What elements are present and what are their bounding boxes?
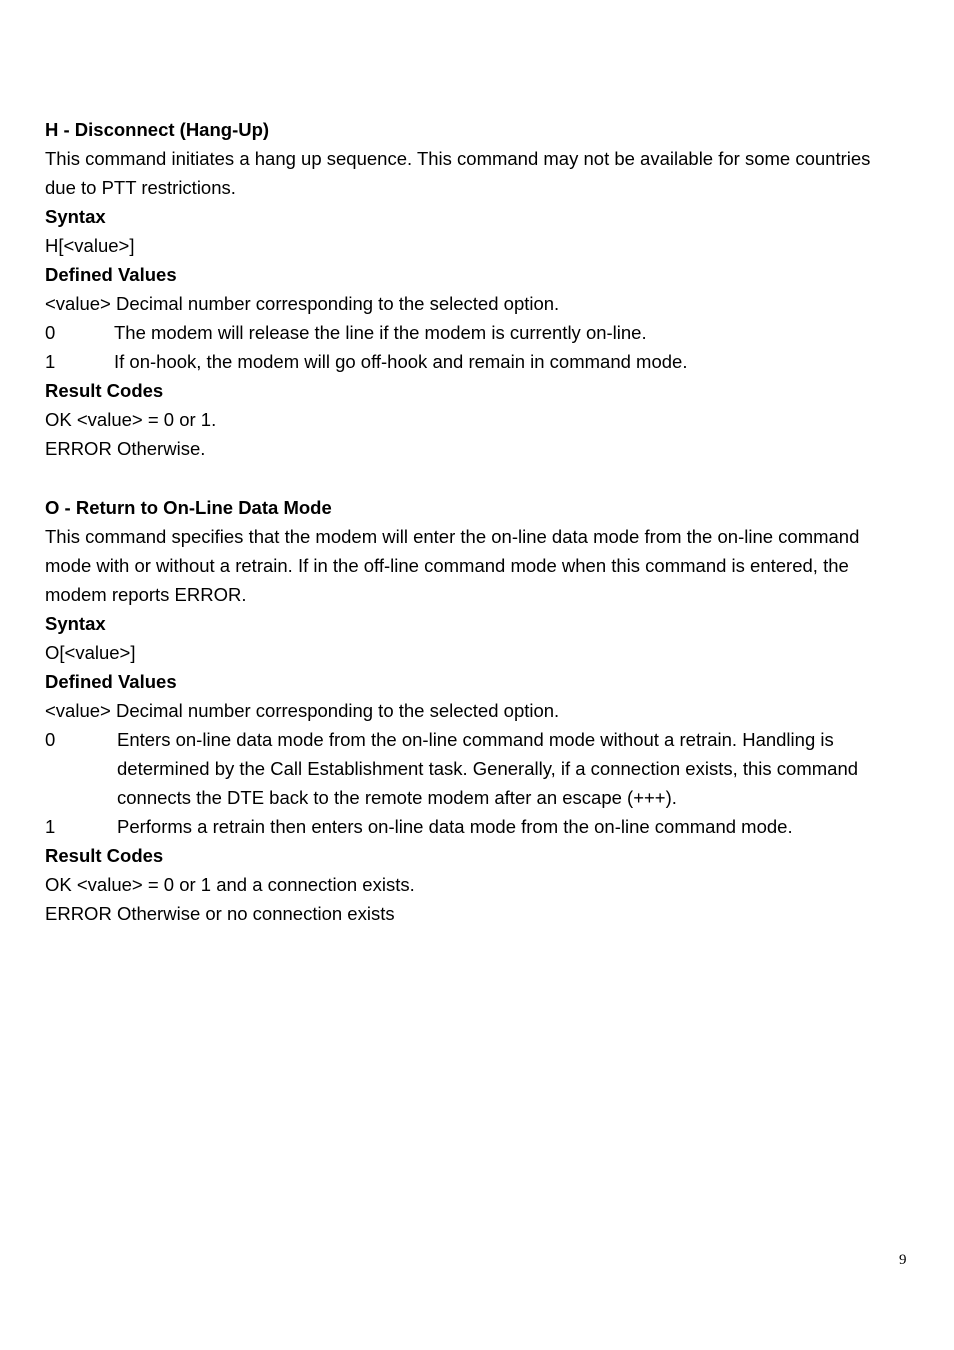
- syntax-label: Syntax: [45, 613, 106, 634]
- option-line: determined by the Call Establishment task. Generally, if a connection exists, this command: [117, 758, 859, 779]
- value-intro: <value> Decimal number corresponding to the selected option.: [45, 700, 560, 721]
- result-error: ERROR Otherwise.: [45, 438, 206, 459]
- option-line: Enters on-line data mode from the on-line command mode without a retrain. Handling is: [117, 729, 834, 750]
- description-line: This command initiates a hang up sequence. This command may not be available for some countries: [45, 148, 871, 169]
- option-item: [45, 812, 915, 841]
- option-item: [45, 725, 915, 812]
- option-number: 1: [45, 351, 56, 372]
- result-ok: OK <value> = 0 or 1 and a connection exists.: [45, 874, 415, 895]
- value-intro: <value> Decimal number corresponding to the selected option.: [45, 293, 560, 314]
- syntax-text: O[<value>]: [45, 642, 136, 663]
- description-line: modem reports ERROR.: [45, 584, 247, 605]
- option-number: 0: [45, 729, 56, 750]
- option-number: 1: [45, 816, 56, 837]
- section-h: [45, 115, 915, 463]
- defined-values-label: Defined Values: [45, 671, 177, 692]
- description-line: mode with or without a retrain. If in the off-line command mode when this command is entered, the: [45, 555, 849, 576]
- option-line: Performs a retrain then enters on-line data mode from the on-line command mode.: [117, 816, 793, 837]
- defined-values-label: Defined Values: [45, 264, 177, 285]
- result-ok: OK <value> = 0 or 1.: [45, 409, 217, 430]
- description-line: due to PTT restrictions.: [45, 177, 236, 198]
- syntax-text: H[<value>]: [45, 235, 135, 256]
- document-page: [45, 115, 915, 928]
- option-line: If on-hook, the modem will go off-hook and remain in command mode.: [114, 351, 688, 372]
- description-line: This command specifies that the modem will enter the on-line data mode from the on-line command: [45, 526, 860, 547]
- option-item: [45, 347, 915, 376]
- result-codes-label: Result Codes: [45, 380, 164, 401]
- section-heading: H - Disconnect (Hang-Up): [45, 119, 270, 140]
- section-spacer: [45, 463, 915, 493]
- result-codes-label: Result Codes: [45, 845, 164, 866]
- option-line: The modem will release the line if the modem is currently on-line.: [114, 322, 647, 343]
- option-item: [45, 318, 915, 347]
- option-description: [114, 318, 915, 347]
- section-o: [45, 493, 915, 928]
- result-error: ERROR Otherwise or no connection exists: [45, 903, 395, 924]
- option-number: 0: [45, 322, 56, 343]
- option-description: [114, 347, 915, 376]
- section-heading: O - Return to On-Line Data Mode: [45, 497, 332, 518]
- syntax-label: Syntax: [45, 206, 106, 227]
- option-description: [117, 812, 915, 841]
- page-number: 9: [899, 1252, 907, 1268]
- option-line: connects the DTE back to the remote modem after an escape (+++).: [117, 787, 677, 808]
- option-description: [117, 725, 915, 812]
